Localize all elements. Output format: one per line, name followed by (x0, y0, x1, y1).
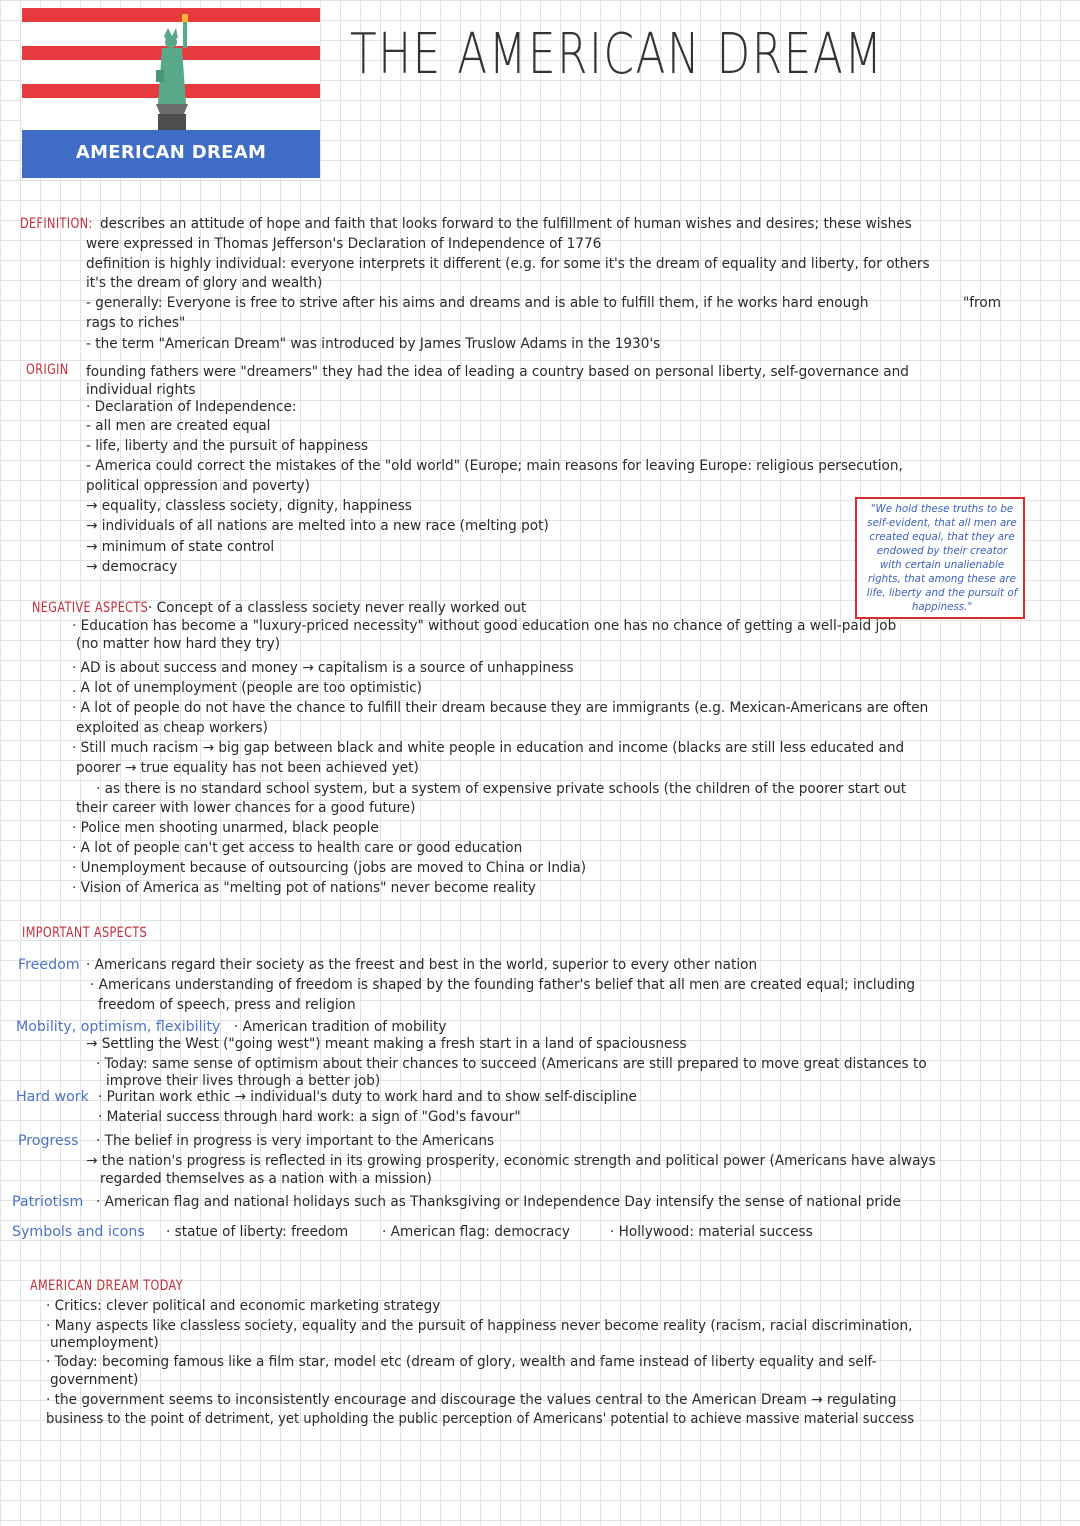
negative-line: · Education has become a "luxury-priced necessity" without good education one has no chance of getting a well-paid job (72, 618, 897, 634)
hardwork-line: · Material success through hard work: a sign of "God's favour" (98, 1109, 521, 1125)
aspect-label-patriotism: Patriotism (12, 1194, 84, 1210)
freedom-line: freedom of speech, press and religion (98, 997, 356, 1013)
negative-line: · as there is no standard school system, but a system of expensive private schools (the children of the poorer start out (96, 781, 907, 797)
origin-line: - life, liberty and the pursuit of happiness (86, 438, 368, 454)
negative-line: · Unemployment because of outsourcing (jobs are moved to China or India) (72, 860, 587, 876)
header-banner (22, 8, 320, 178)
origin-line: individual rights (86, 382, 196, 398)
negative-line: · A lot of people do not have the chance to fulfill their dream because they are immigrants (e.g. Mexican-Americans are often (72, 700, 929, 716)
quote-line: self-evident, that all men are (867, 517, 1017, 529)
negative-line: (no matter how hard they try) (76, 636, 281, 652)
symbol-flag: · American flag: democracy (382, 1224, 570, 1240)
today-line: business to the point of detriment, yet upholding the public perception of Americans' potential to achieve massive material success (46, 1411, 915, 1427)
definition-line: describes an attitude of hope and faith that looks forward to the fulfillment of human wishes and desires; these wishes (100, 216, 912, 232)
quote-line: happiness." (911, 601, 973, 613)
origin-line: - all men are created equal (86, 418, 271, 434)
origin-line: founding fathers were "dreamers" they had the idea of leading a country based on personal liberty, self-governance and (86, 364, 909, 380)
negative-line: their career with lower chances for a good future) (76, 800, 416, 816)
symbol-statue: · statue of liberty: freedom (166, 1224, 349, 1240)
definition-line: - generally: Everyone is free to strive after his aims and dreams and is able to fulfill them, if he works hard enough (86, 295, 869, 311)
mobility-line: · Today: same sense of optimism about their chances to succeed (Americans are still prepared to move great distances to (96, 1056, 927, 1072)
quote-line: "We hold these truths to be (870, 503, 1014, 515)
quote-line: with certain unalienable (879, 559, 1005, 571)
section-label-origin: ORIGIN (26, 362, 69, 378)
section-label-important: IMPORTANT ASPECTS (22, 925, 148, 941)
today-line: · Many aspects like classless society, equality and the pursuit of happiness never become reality (racism, racial discrimination, (46, 1318, 913, 1334)
origin-line: political oppression and poverty) (86, 478, 310, 494)
hardwork-line: · Puritan work ethic → individual's duty to work hard and to show self-discipline (98, 1089, 637, 1105)
negative-line: · Concept of a classless society never really worked out (148, 600, 527, 616)
quote-line: created equal, that they are (869, 531, 1015, 543)
aspect-label-symbols: Symbols and icons (12, 1224, 145, 1240)
banner-label: AMERICAN DREAM (75, 142, 267, 163)
origin-line: · Declaration of Independence: (86, 399, 297, 415)
today-line: · Today: becoming famous like a film star, model etc (dream of glory, wealth and fame instead of liberty equality and self- (46, 1354, 877, 1370)
aspect-label-hardwork: Hard work (16, 1089, 89, 1105)
quote-line: life, liberty and the pursuit of (866, 587, 1018, 599)
section-label-today: AMERICAN DREAM TODAY (30, 1278, 183, 1294)
mobility-line: improve their lives through a better job) (106, 1073, 381, 1089)
negative-line: · Police men shooting unarmed, black people (72, 820, 379, 836)
page-title: THE AMERICAN DREAM (350, 22, 884, 87)
today-line: government) (50, 1372, 139, 1388)
today-line: · Critics: clever political and economic marketing strategy (46, 1298, 441, 1314)
progress-line: regarded themselves as a nation with a mission) (100, 1171, 432, 1187)
quote-line: endowed by their creator (876, 545, 1008, 557)
negative-line: exploited as cheap workers) (76, 720, 268, 736)
definition-line: "from (963, 295, 1001, 311)
definition-line: it's the dream of glory and wealth) (86, 275, 323, 291)
statue-of-liberty-icon (142, 14, 202, 134)
aspect-label-mobility: Mobility, optimism, flexibility (16, 1019, 221, 1035)
quote-line: rights, that among these are (867, 573, 1016, 585)
mobility-line: → Settling the West ("going west") meant making a fresh start in a land of spaciousness (86, 1036, 687, 1052)
origin-line: - America could correct the mistakes of the "old world" (Europe; main reasons for leaving Europe: religious persecution, (86, 458, 903, 474)
negative-line: · AD is about success and money → capitalism is a source of unhappiness (72, 660, 574, 676)
definition-line: rags to riches" (86, 315, 186, 331)
declaration-quote-box (855, 497, 1025, 619)
negative-line: · A lot of people can't get access to health care or good education (72, 840, 523, 856)
section-label-definition: DEFINITION: (20, 216, 93, 232)
negative-line: · Still much racism → big gap between black and white people in education and income (blacks are still less educated and (72, 740, 905, 756)
progress-line: · The belief in progress is very important to the Americans (96, 1133, 495, 1149)
definition-line: were expressed in Thomas Jefferson's Declaration of Independence of 1776 (86, 236, 602, 252)
symbol-hollywood: · Hollywood: material success (610, 1224, 813, 1240)
aspect-label-progress: Progress (18, 1133, 79, 1149)
negative-line: poorer → true equality has not been achieved yet) (76, 760, 419, 776)
progress-line: → the nation's progress is reflected in its growing prosperity, economic strength and political power (Americans have always (86, 1153, 936, 1169)
negative-line: · Vision of America as "melting pot of nations" never become reality (72, 880, 536, 896)
freedom-line: · Americans regard their society as the freest and best in the world, superior to every other nation (86, 957, 758, 973)
origin-line: → minimum of state control (86, 539, 275, 555)
mobility-line: · American tradition of mobility (234, 1019, 447, 1035)
definition-line: definition is highly individual: everyone interprets it different (e.g. for some it's the dream of equality and liberty, for others (86, 256, 930, 272)
today-line: unemployment) (50, 1335, 159, 1351)
today-line: · the government seems to inconsistently encourage and discourage the values central to the American Dream → regulating (46, 1392, 897, 1408)
section-label-negative: NEGATIVE ASPECTS (32, 600, 149, 616)
negative-line: . A lot of unemployment (people are too optimistic) (72, 680, 422, 696)
origin-line: → individuals of all nations are melted into a new race (melting pot) (86, 518, 549, 534)
origin-line: → equality, classless society, dignity, happiness (86, 498, 412, 514)
definition-line: - the term "American Dream" was introduced by James Truslow Adams in the 1930's (86, 336, 661, 352)
aspect-label-freedom: Freedom (18, 957, 80, 973)
freedom-line: · Americans understanding of freedom is shaped by the founding father's belief that all men are created equal; including (90, 977, 916, 993)
patriotism-line: · American flag and national holidays such as Thanksgiving or Independence Day intensify the sense of national pride (96, 1194, 901, 1210)
origin-line: → democracy (86, 559, 178, 575)
